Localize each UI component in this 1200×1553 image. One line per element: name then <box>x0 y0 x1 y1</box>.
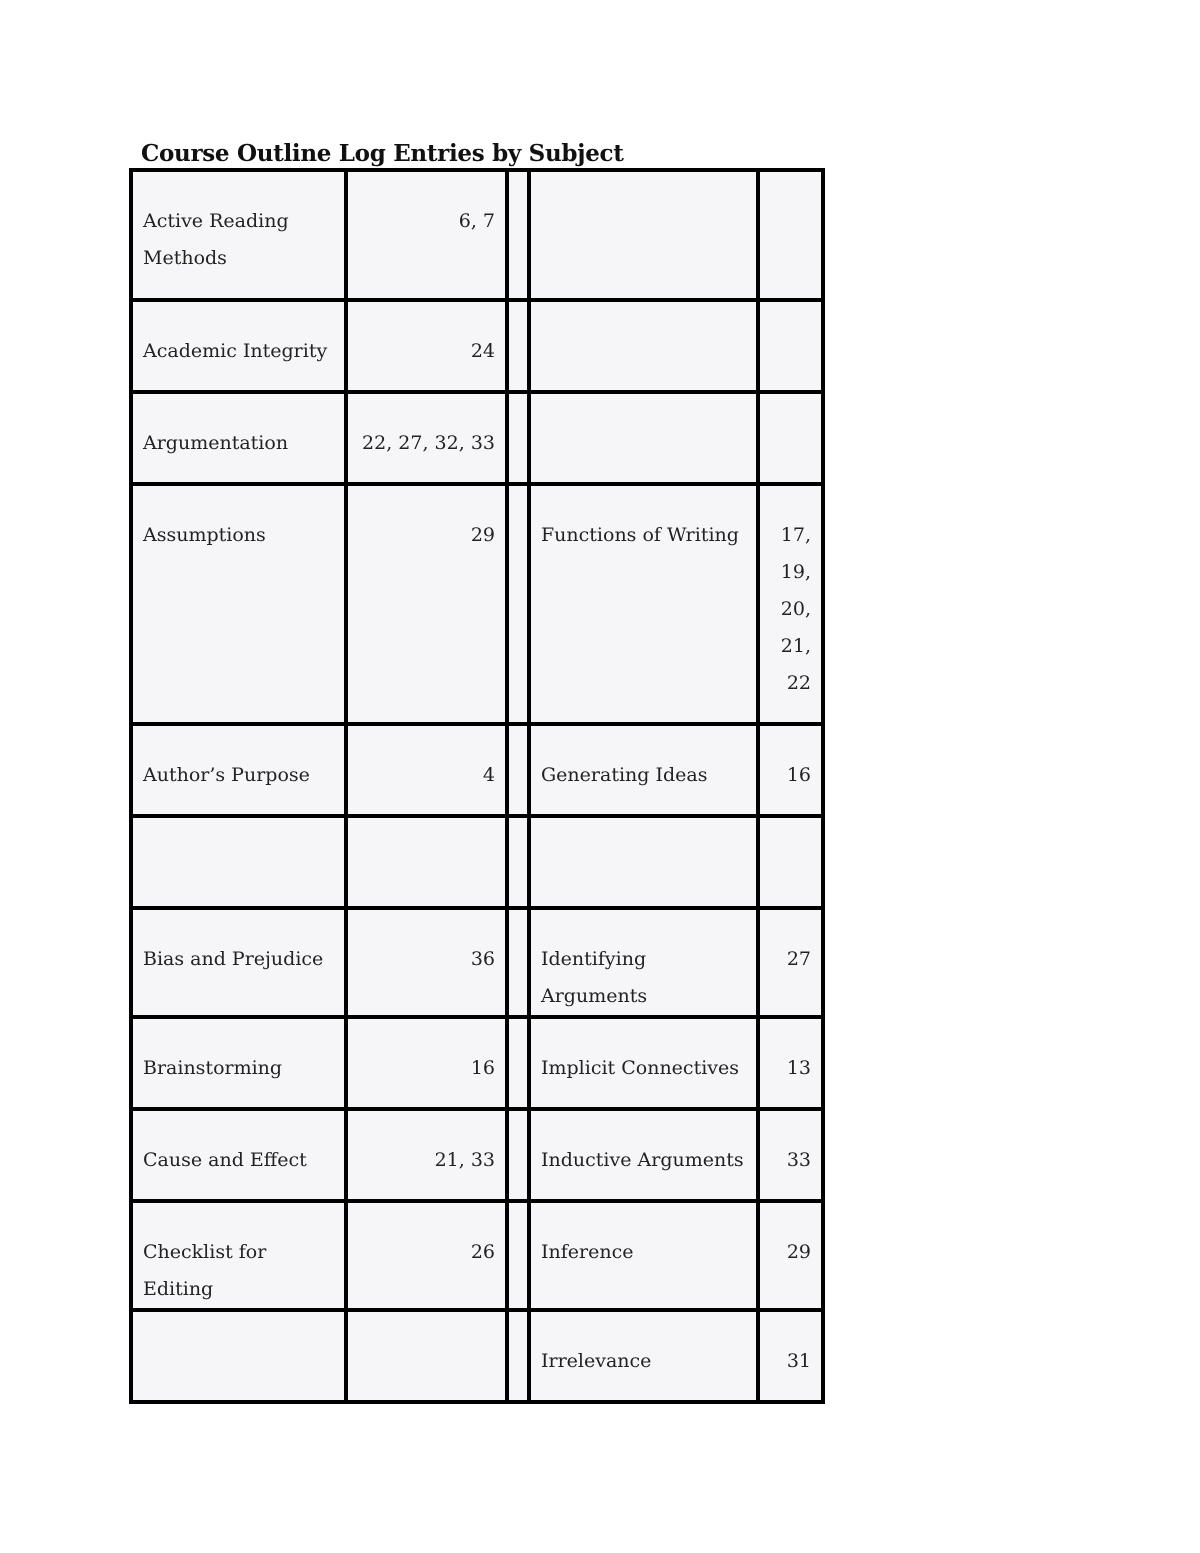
left-topic: Assumptions <box>143 524 266 546</box>
left-pages-cell <box>346 1109 507 1201</box>
left-pages-cell <box>346 1310 507 1402</box>
right-topic <box>541 818 746 849</box>
left-pages-cell <box>346 392 507 484</box>
right-topic-cell <box>529 1017 758 1109</box>
left-topic: Cause and Effect <box>143 1149 307 1171</box>
right-topic-cell <box>529 1201 758 1310</box>
left-topic: Checklist for Editing <box>143 1241 267 1300</box>
left-topic: Author’s Purpose <box>143 764 310 786</box>
left-topic: Brainstorming <box>143 1057 283 1079</box>
left-topic: Bias and Prejudice <box>143 948 324 970</box>
left-pages-cell <box>346 170 507 300</box>
left-pages: 36 <box>470 948 495 970</box>
gap-cell <box>507 1310 529 1402</box>
right-topic-cell <box>529 1109 758 1201</box>
left-topic <box>143 818 334 849</box>
right-topic: Irrelevance <box>541 1350 652 1372</box>
right-topic-cell <box>529 908 758 1017</box>
right-topic: Inductive Arguments <box>541 1149 744 1171</box>
left-pages-cell <box>346 300 507 392</box>
table-row <box>131 1310 823 1402</box>
gap-cell <box>507 1201 529 1310</box>
right-topic-cell <box>529 170 758 300</box>
left-pages-cell <box>346 816 507 908</box>
right-pages: 29 <box>786 1241 811 1263</box>
table-row <box>131 1017 823 1109</box>
left-pages-cell <box>346 1017 507 1109</box>
right-pages: 27 <box>786 948 811 970</box>
right-topic-cell <box>529 484 758 724</box>
right-pages <box>770 394 811 425</box>
left-pages: 24 <box>470 340 495 362</box>
right-pages: 31 <box>786 1350 811 1372</box>
right-pages-cell <box>758 1017 823 1109</box>
right-pages: 13 <box>786 1057 811 1079</box>
left-topic-cell <box>131 1310 346 1402</box>
left-topic-cell <box>131 484 346 724</box>
left-pages-cell <box>346 724 507 816</box>
left-topic: Active Reading Methods <box>143 210 289 269</box>
right-pages <box>770 302 811 333</box>
left-topic-cell <box>131 300 346 392</box>
left-pages-cell <box>346 484 507 724</box>
right-topic: Inference <box>541 1241 634 1263</box>
right-topic-cell <box>529 300 758 392</box>
right-pages-cell <box>758 724 823 816</box>
right-topic <box>541 172 746 203</box>
right-pages-cell <box>758 1310 823 1402</box>
table-row <box>131 816 823 908</box>
right-pages <box>770 172 811 203</box>
left-topic: Argumentation <box>143 432 289 454</box>
left-pages-cell <box>346 908 507 1017</box>
gap-cell <box>507 484 529 724</box>
left-pages <box>358 818 495 849</box>
table-row <box>131 484 823 724</box>
right-topic: Functions of Writing <box>541 524 739 546</box>
left-topic-cell <box>131 724 346 816</box>
gap-cell <box>507 1109 529 1201</box>
right-pages: 16 <box>786 764 811 786</box>
subject-index-table <box>129 168 825 1404</box>
document-title: Course Outline Log Entries by Subject <box>141 140 624 167</box>
left-pages-cell <box>346 1201 507 1310</box>
left-pages <box>358 1312 495 1343</box>
right-pages-cell <box>758 484 823 724</box>
gap-cell <box>507 1017 529 1109</box>
right-topic: Implicit Connectives <box>541 1057 740 1079</box>
right-pages: 33 <box>786 1149 811 1171</box>
left-topic-cell <box>131 1109 346 1201</box>
right-topic-cell <box>529 392 758 484</box>
right-pages-cell <box>758 392 823 484</box>
right-topic: Generating Ideas <box>541 764 708 786</box>
right-topic-cell <box>529 724 758 816</box>
left-pages: 26 <box>470 1241 495 1263</box>
right-pages-cell <box>758 1201 823 1310</box>
right-pages-cell <box>758 300 823 392</box>
table-row <box>131 1201 823 1310</box>
right-topic <box>541 394 746 425</box>
left-pages: 4 <box>482 764 495 786</box>
right-topic <box>541 302 746 333</box>
left-topic-cell <box>131 1201 346 1310</box>
left-topic <box>143 1312 334 1343</box>
gap-cell <box>507 300 529 392</box>
gap-cell <box>507 170 529 300</box>
gap-cell <box>507 908 529 1017</box>
table-row <box>131 908 823 1017</box>
gap-cell <box>507 816 529 908</box>
right-pages-cell <box>758 908 823 1017</box>
left-topic-cell <box>131 1017 346 1109</box>
left-pages: 22, 27, 32, 33 <box>362 432 495 454</box>
table-row <box>131 300 823 392</box>
table-row <box>131 724 823 816</box>
right-pages-cell <box>758 170 823 300</box>
right-pages-cell <box>758 816 823 908</box>
right-topic-cell <box>529 816 758 908</box>
left-pages: 16 <box>470 1057 495 1079</box>
table-row <box>131 170 823 300</box>
right-topic-cell <box>529 1310 758 1402</box>
left-pages: 29 <box>470 524 495 546</box>
gap-cell <box>507 392 529 484</box>
right-pages: 17, 19, 20, 21, 22 <box>780 524 811 694</box>
left-topic: Academic Integrity <box>143 340 328 362</box>
right-pages <box>770 818 811 849</box>
left-topic-cell <box>131 908 346 1017</box>
table-row <box>131 392 823 484</box>
left-topic-cell <box>131 170 346 300</box>
right-pages-cell <box>758 1109 823 1201</box>
left-pages: 21, 33 <box>434 1149 495 1171</box>
gap-cell <box>507 724 529 816</box>
left-topic-cell <box>131 392 346 484</box>
right-topic: Identifying Arguments <box>541 948 648 1007</box>
left-pages: 6, 7 <box>458 210 495 232</box>
left-topic-cell <box>131 816 346 908</box>
table-row <box>131 1109 823 1201</box>
